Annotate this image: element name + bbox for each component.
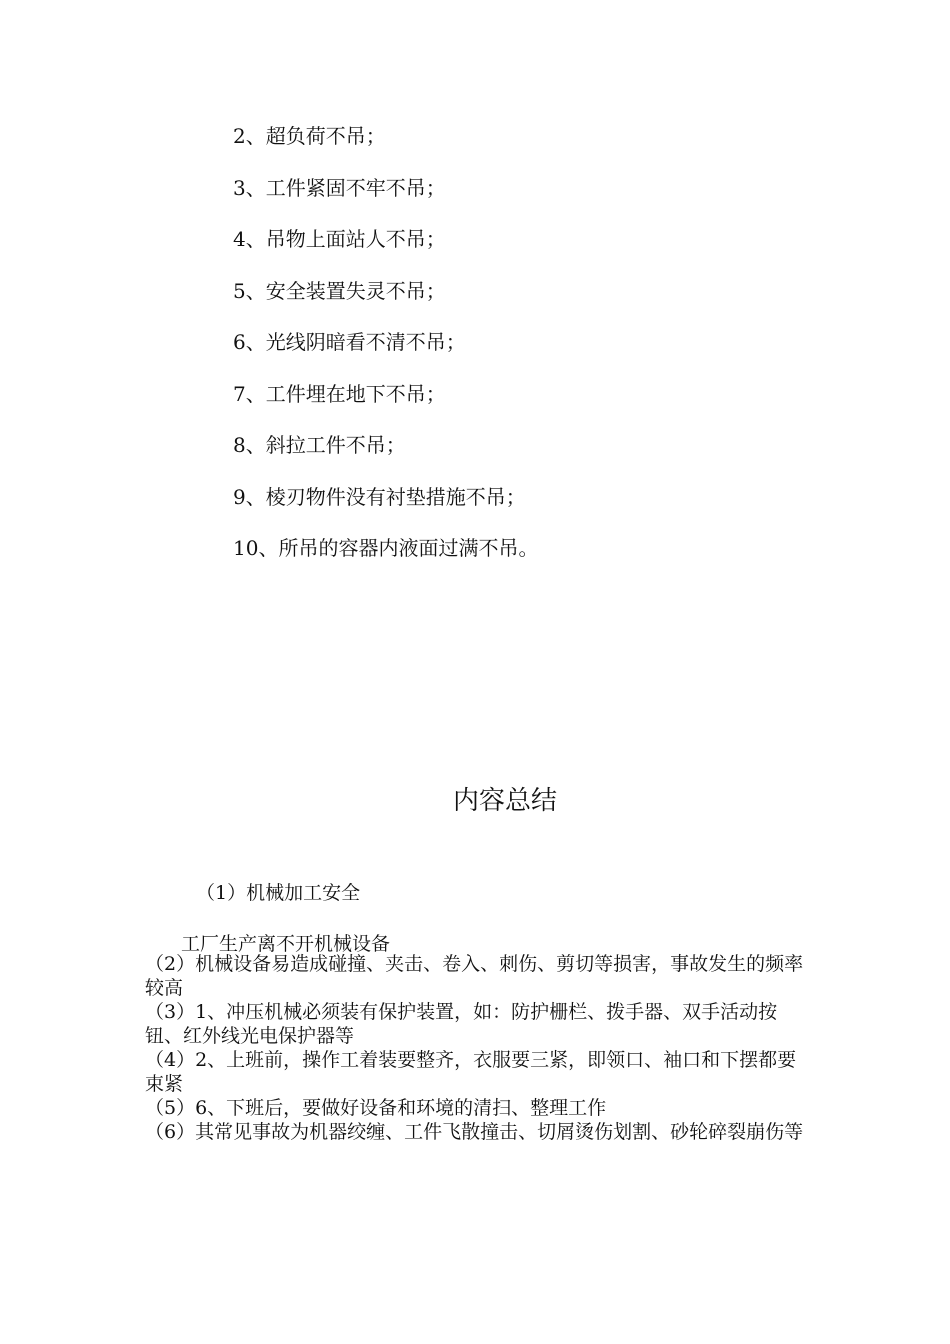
summary-point: （5）6、下班后，要做好设备和环境的清扫、整理工作 xyxy=(145,1097,607,1119)
rule-item: 7、工件埋在地下不吊； xyxy=(233,381,446,406)
summary-point: （2）机械设备易造成碰撞、夹击、卷入、刺伤、剪切等损害，事故发生的频率较高 xyxy=(145,953,804,999)
summary-intro: 工厂生产离不开机械设备 xyxy=(181,933,391,955)
summary-points-list xyxy=(145,952,805,1144)
rule-item: 10、所吊的容器内液面过满不吊。 xyxy=(233,536,539,560)
section-heading: （1）机械加工安全 xyxy=(196,882,361,904)
rule-item: 6、光线阴暗看不清不吊； xyxy=(233,330,466,354)
rule-item: 2、超负荷不吊； xyxy=(233,124,386,148)
rule-item: 3、工件紧固不牢不吊； xyxy=(233,175,446,200)
rule-item: 5、安全装置失灵不吊； xyxy=(233,278,446,303)
rule-item: 9、棱刃物件没有衬垫措施不吊； xyxy=(233,484,526,509)
summary-title: 内容总结 xyxy=(452,786,557,816)
summary-point: （6）其常见事故为机器绞缠、工件飞散撞击、切屑烫伤划割、砂轮碎裂崩伤等 xyxy=(145,1121,804,1143)
summary-point: （4）2、上班前，操作工着装要整齐，衣服要三紧，即领口、袖口和下摆都要束紧 xyxy=(145,1049,797,1095)
rule-item: 8、斜拉工件不吊； xyxy=(233,433,406,457)
rule-item: 4、吊物上面站人不吊； xyxy=(233,227,446,251)
lifting-rules-list xyxy=(233,118,538,582)
summary-point: （3）1、冲压机械必须装有保护装置，如：防护栅栏、拨手器、双手活动按钮、红外线光电保护器等 xyxy=(145,1001,778,1047)
